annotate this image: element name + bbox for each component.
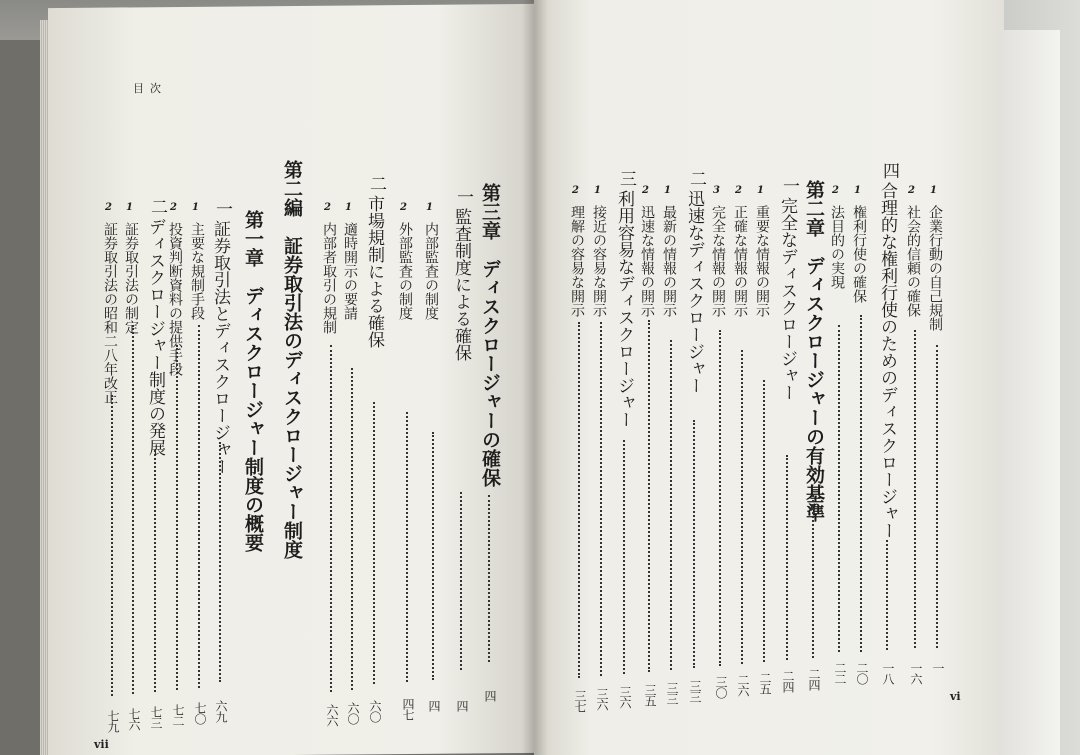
left-leader-dots bbox=[132, 325, 134, 694]
left-entry-marker: 2 bbox=[170, 202, 177, 213]
right-toc-item[interactable]: 理解の容易な開示 bbox=[569, 205, 585, 317]
right-page-ref: 三〇 bbox=[714, 676, 728, 698]
left-leader-dots bbox=[488, 495, 490, 662]
left-leader-dots bbox=[198, 325, 200, 688]
left-page-ref: 四 bbox=[455, 700, 469, 711]
left-toc-section[interactable]: 証券取引法とディスクロージャー bbox=[210, 220, 230, 475]
left-leader-dots bbox=[111, 395, 113, 696]
left-entry-marker: 二 bbox=[147, 198, 167, 215]
left-page-ref: 六六 bbox=[325, 704, 339, 726]
right-entry-marker: 3 bbox=[713, 185, 720, 196]
right-leader-dots bbox=[914, 330, 916, 648]
left-leader-dots bbox=[330, 345, 332, 692]
left-page-ref: 七三 bbox=[149, 706, 163, 728]
right-entry-marker: 2 bbox=[908, 185, 915, 196]
right-page-ref: 一六 bbox=[909, 662, 923, 684]
next-page-edge bbox=[1000, 30, 1060, 755]
left-entry-marker: 2 bbox=[324, 202, 331, 213]
right-page-ref: 二二 bbox=[833, 662, 847, 684]
right-leader-dots bbox=[860, 315, 862, 652]
right-entry-marker: 2 bbox=[642, 185, 649, 196]
right-entry-marker: 三 bbox=[616, 170, 636, 187]
right-page-ref: 三三 bbox=[665, 682, 679, 704]
left-leader-dots bbox=[351, 368, 353, 690]
right-page-ref: 二六 bbox=[736, 674, 750, 696]
right-entry-marker: 1 bbox=[757, 185, 764, 196]
right-entry-marker: 二 bbox=[686, 170, 706, 187]
right-leader-dots bbox=[600, 322, 602, 676]
right-page-ref: 三三 bbox=[688, 680, 702, 702]
right-page-ref: 三七 bbox=[573, 690, 587, 712]
right-page-ref: 三六 bbox=[618, 686, 632, 708]
right-page-ref: 一八 bbox=[881, 662, 895, 684]
right-page-ref: 二五 bbox=[758, 672, 772, 694]
left-entry-marker: 一 bbox=[453, 188, 473, 205]
left-page-ref: 四 bbox=[427, 700, 441, 711]
left-leader-dots bbox=[460, 492, 462, 670]
right-page-ref: 一 bbox=[931, 662, 945, 673]
left-toc-item[interactable]: 内部者取引の規制 bbox=[321, 222, 337, 334]
right-leader-dots bbox=[670, 340, 672, 670]
left-toc-section[interactable]: 市場規制による確保 bbox=[364, 195, 384, 348]
right-toc-section[interactable]: 迅速なディスクロージャー bbox=[684, 190, 704, 394]
right-toc-chapter[interactable]: 第二章 ディスクロージャーの有効基準 bbox=[803, 180, 825, 522]
left-toc-chapter[interactable]: 第一章 ディスクロージャー制度の概要 bbox=[242, 210, 264, 552]
right-entry-marker: 2 bbox=[735, 185, 742, 196]
book-gutter bbox=[522, 0, 548, 755]
right-entry-marker: 2 bbox=[832, 185, 839, 196]
right-toc-item[interactable]: 接近の容易な開示 bbox=[591, 205, 607, 317]
right-leader-dots bbox=[693, 420, 695, 668]
left-entry-marker: 1 bbox=[126, 202, 133, 213]
right-entry-marker: 1 bbox=[664, 185, 671, 196]
left-leader-dots bbox=[219, 442, 221, 682]
left-toc-section[interactable]: ディスクロージャー制度の発展 bbox=[145, 218, 165, 456]
right-entry-marker: 1 bbox=[594, 185, 601, 196]
left-page-ref: 七六 bbox=[127, 708, 141, 730]
right-leader-dots bbox=[838, 325, 840, 652]
right-toc-item[interactable]: 正確な情報の開示 bbox=[732, 205, 748, 317]
left-page-ref: 六〇 bbox=[346, 702, 360, 724]
right-toc-section[interactable]: 合理的な権利行使のためのディスクロージャー bbox=[877, 182, 897, 539]
right-leader-dots bbox=[741, 350, 743, 664]
left-page-ref: 七二 bbox=[171, 704, 185, 726]
right-toc-item[interactable]: 完全な情報の開示 bbox=[710, 205, 726, 317]
right-toc-section[interactable]: 利用容易なディスクロージャー bbox=[614, 190, 634, 428]
left-entry-marker: 1 bbox=[192, 202, 199, 213]
left-page-ref: 七九 bbox=[106, 710, 120, 732]
right-leader-dots bbox=[886, 540, 888, 650]
left-entry-marker: 2 bbox=[400, 202, 407, 213]
right-leader-dots bbox=[786, 455, 788, 660]
right-toc-item[interactable]: 迅速な情報の開示 bbox=[639, 205, 655, 317]
right-toc-item[interactable]: 企業行動の自己規制 bbox=[927, 205, 943, 331]
right-page-ref: 二四 bbox=[781, 670, 795, 692]
left-toc-chapter[interactable]: 第三章 ディスクロージャーの確保 bbox=[479, 183, 501, 487]
right-toc-section[interactable]: 完全なディスクロージャー bbox=[777, 197, 797, 401]
left-leader-dots bbox=[432, 432, 434, 680]
right-leader-dots bbox=[719, 330, 721, 666]
left-toc-item[interactable]: 外部監査の制度 bbox=[397, 222, 413, 320]
left-toc-item[interactable]: 投資判断資料の提供手段 bbox=[167, 222, 183, 376]
toc-header: 目次 bbox=[133, 82, 167, 95]
right-page-number: vi bbox=[950, 690, 961, 703]
left-page-ref: 七〇 bbox=[193, 702, 207, 724]
right-page bbox=[534, 0, 1004, 755]
left-page-ref: 四七 bbox=[401, 698, 415, 720]
left-leader-dots bbox=[154, 450, 156, 692]
right-toc-item[interactable]: 法目的の実現 bbox=[829, 205, 845, 289]
left-toc-item[interactable]: 主要な規制手段 bbox=[189, 222, 205, 320]
right-page-ref: 三五 bbox=[643, 684, 657, 706]
left-page-number: vii bbox=[94, 738, 109, 751]
left-page-ref: 四 bbox=[483, 690, 497, 701]
left-toc-part[interactable]: 第二編 証券取引法のディスクロージャー制度 bbox=[281, 160, 303, 559]
left-toc-item[interactable]: 証券取引法の昭和二八年改正 bbox=[102, 222, 118, 404]
right-entry-marker: 2 bbox=[572, 185, 579, 196]
left-entry-marker: 1 bbox=[345, 202, 352, 213]
left-entry-marker: 2 bbox=[105, 202, 112, 213]
left-entry-marker: 1 bbox=[426, 202, 433, 213]
right-toc-item[interactable]: 最新の情報の開示 bbox=[661, 205, 677, 317]
right-leader-dots bbox=[578, 322, 580, 678]
right-page-ref: 三六 bbox=[595, 688, 609, 710]
left-page-ref: 六九 bbox=[214, 700, 228, 722]
left-page-ref: 六〇 bbox=[368, 700, 382, 722]
right-toc-item[interactable]: 重要な情報の開示 bbox=[754, 205, 770, 317]
right-page-ref: 二〇 bbox=[855, 662, 869, 684]
right-entry-marker: 一 bbox=[779, 177, 799, 194]
left-entry-marker: 二 bbox=[366, 175, 386, 192]
left-toc-item[interactable]: 内部監査の制度 bbox=[423, 222, 439, 320]
right-leader-dots bbox=[812, 495, 814, 658]
right-toc-item[interactable]: 社会的信頼の確保 bbox=[905, 205, 921, 317]
right-page-ref: 二四 bbox=[807, 668, 821, 690]
right-toc-item[interactable]: 権利行使の確保 bbox=[851, 205, 867, 303]
left-toc-item[interactable]: 証券取引法の制定 bbox=[123, 222, 139, 334]
right-entry-marker: 四 bbox=[879, 162, 899, 179]
left-entry-marker: 一 bbox=[212, 200, 232, 217]
left-leader-dots bbox=[373, 402, 375, 684]
right-leader-dots bbox=[763, 380, 765, 662]
right-entry-marker: 1 bbox=[930, 185, 937, 196]
left-toc-item[interactable]: 適時開示の要請 bbox=[342, 222, 358, 320]
right-entry-marker: 1 bbox=[854, 185, 861, 196]
left-leader-dots bbox=[406, 412, 408, 682]
right-leader-dots bbox=[648, 320, 650, 672]
right-leader-dots bbox=[623, 440, 625, 674]
left-leader-dots bbox=[176, 345, 178, 690]
right-leader-dots bbox=[936, 345, 938, 648]
left-toc-section[interactable]: 監査制度による確保 bbox=[451, 208, 471, 361]
